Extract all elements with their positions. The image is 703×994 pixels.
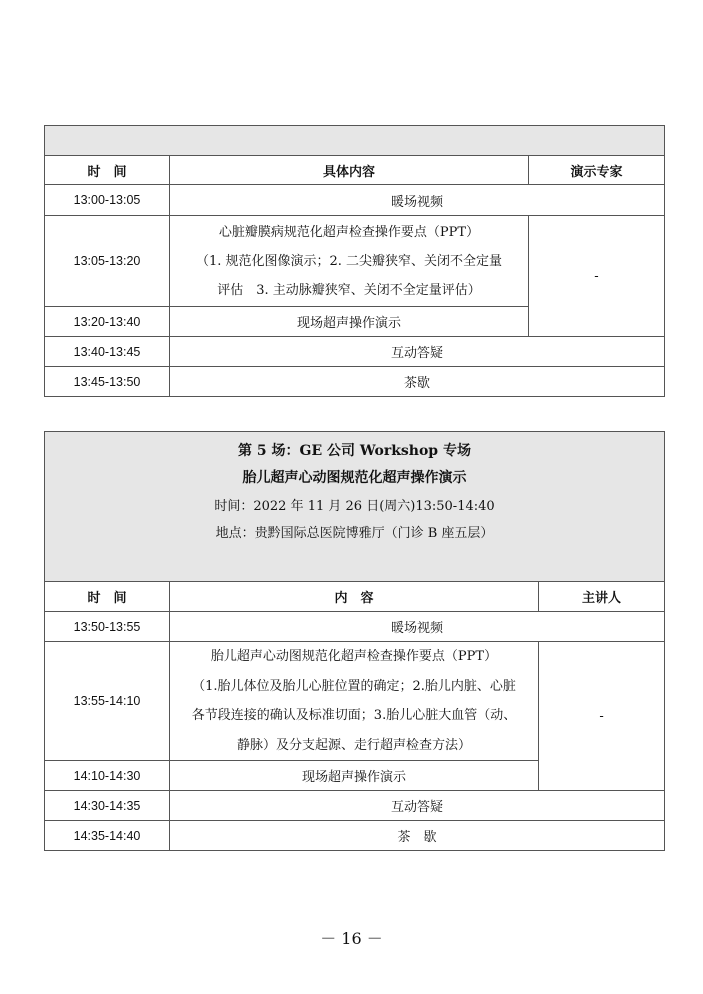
row-content: 茶 歇 <box>170 821 665 851</box>
header-content: 具体内容 <box>170 156 529 185</box>
row-time: 13:50-13:55 <box>45 612 170 642</box>
session-location: 地点：贵黔国际总医院博雅厅（门诊 B 座五层） <box>215 526 494 541</box>
row-content: 现场超声操作演示 <box>170 761 539 791</box>
content-line: （1. 规范化图像演示；2. 二尖瓣狭窄、关闭不全定量 <box>195 253 503 269</box>
header-speaker: 主讲人 <box>539 582 665 612</box>
header-content: 内 容 <box>170 582 539 612</box>
expert-cell: - <box>529 216 665 337</box>
content-line: 胎儿超声心动图规范化超声检查操作要点（PPT） <box>210 649 498 664</box>
row-content <box>170 216 529 307</box>
row-time: 13:45-13:50 <box>45 367 170 397</box>
schedule-table-session-4 <box>44 125 665 397</box>
row-time: 13:20-13:40 <box>45 307 170 337</box>
speaker-cell: - <box>539 642 665 791</box>
row-content <box>170 642 539 761</box>
row-content: 互动答疑 <box>170 791 665 821</box>
row-time: 13:05-13:20 <box>45 216 170 307</box>
row-content: 茶歇 <box>170 367 665 397</box>
session-subtitle: 胎儿超声心动图规范化超声操作演示 <box>242 470 467 486</box>
content-line: 各节段连接的确认及标准切面；3.胎儿心脏大血管（动、 <box>191 708 517 723</box>
session-time: 时间：2022 年 11 月 26 日(周六)13:50-14:40 <box>214 498 495 514</box>
row-content: 现场超声操作演示 <box>170 307 529 337</box>
header-time: 时 间 <box>45 582 170 612</box>
row-time: 14:35-14:40 <box>45 821 170 851</box>
header-expert: 演示专家 <box>529 156 665 185</box>
session-banner <box>45 432 665 582</box>
row-time: 13:55-14:10 <box>45 642 170 761</box>
content-line: （1.胎儿体位及胎儿心脏位置的确定；2.胎儿内脏、心脏 <box>192 678 516 694</box>
row-time: 13:40-13:45 <box>45 337 170 367</box>
content-line: 静脉）及分支起源、走行超声检查方法） <box>236 737 471 753</box>
row-time: 14:30-14:35 <box>45 791 170 821</box>
row-content: 互动答疑 <box>170 337 665 367</box>
row-time: 14:10-14:30 <box>45 761 170 791</box>
content-line: 心脏瓣膜病规范化超声检查操作要点（PPT） <box>218 224 480 240</box>
header-time: 时 间 <box>45 156 170 185</box>
row-content: 暖场视频 <box>170 185 665 216</box>
page-number: － 16 － <box>320 929 383 948</box>
row-time: 13:00-13:05 <box>45 185 170 216</box>
session-banner <box>45 126 665 156</box>
session-title: 第 5 场：GE 公司 Workshop 专场 <box>238 442 471 459</box>
schedule-table-session-5 <box>44 431 665 851</box>
content-line: 评估 3. 主动脉瓣狭窄、关闭不全定量评估） <box>217 282 481 298</box>
row-content: 暖场视频 <box>170 612 665 642</box>
